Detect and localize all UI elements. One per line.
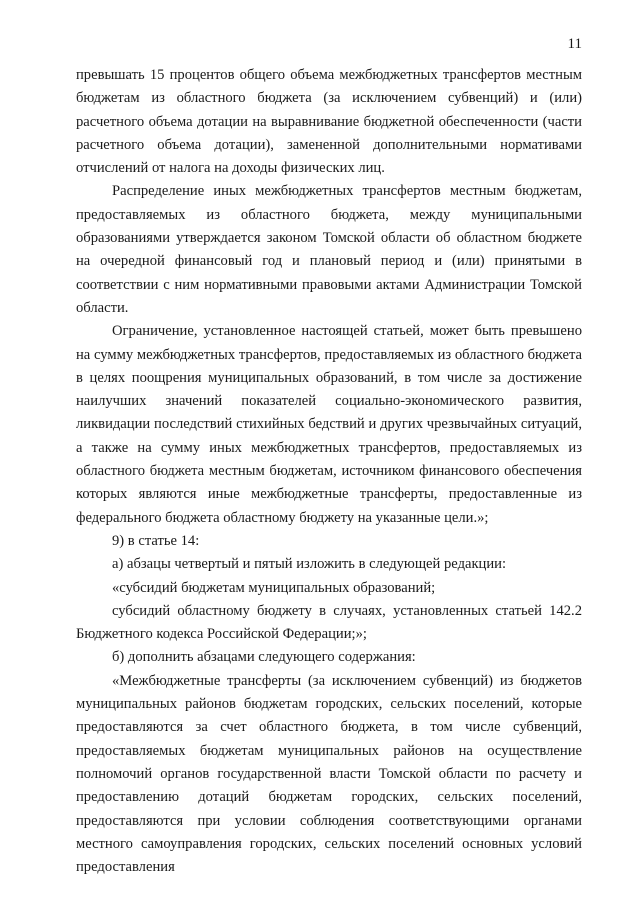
paragraph: б) дополнить абзацами следующего содержания: — [112, 649, 416, 666]
paragraph: а) абзацы четвертый и пятый изложить в следующей редакции: — [112, 556, 507, 573]
paragraph: субсидий областному бюджету в случаях, установленных статьей 142.2 Бюджетного кодекса Российской Федерации;»; — [76, 602, 582, 643]
paragraph: «Межбюджетные трансферты (за исключением субвенций) из бюджетов муниципальных районов бюджетам городских, сельских поселений, которые предоставляются за счет областного бюджета, в том числе субвенций, предоставляемых бюджетам муниципальных районов на осуществление полномочий органов государственной власти Томской области по расчету и предоставлению дотаций бюджетам городских, сельских поселений, предоставляются при условии соблюдения соответствующими органами местного самоуправления городских, сельских поселений основных условий предоставления — [76, 672, 582, 876]
paragraph: «субсидий бюджетам муниципальных образований; — [112, 579, 436, 596]
paragraph: Ограничение, установленное настоящей статьей, может быть превышено на сумму межбюджетных трансфертов, предоставляемых из областного бюджета в целях поощрения муниципальных образований, в том числе за достижение наилучших значений показателей социально-экономического развития, ликвидации последствий стихийных бедствий и других чрезвычайных ситуаций, а также на сумму иных межбюджетных трансфертов, предоставляемых из областного бюджета местным бюджетам, источником финансового обеспечения которых являются иные межбюджетные трансферты, предоставленные из федерального бюджета областному бюджету на указанные цели.»; — [76, 323, 582, 526]
paragraph: Распределение иных межбюджетных трансфертов местным бюджетам, предоставляемых из областного бюджета, между муниципальными образованиями утверждается законом Томской области об областном бюджете на очередной финансовый год и плановый период и (или) принятыми в соответствии с ним нормативными правовыми актами Администрации Томской области. — [76, 183, 582, 316]
paragraph: превышать 15 процентов общего объема межбюджетных трансфертов местным бюджетам из областного бюджета (за исключением субвенций) и (или) расчетного объема дотации на выравнивание бюджетной обеспеченности (части расчетного объема дотации), замененной дополнительными нормативами отчислений от налога на доходы физических лиц. — [76, 67, 582, 177]
document-body — [76, 64, 582, 879]
paragraph: 9) в статье 14: — [112, 532, 200, 549]
page-number: 11 — [567, 36, 582, 52]
